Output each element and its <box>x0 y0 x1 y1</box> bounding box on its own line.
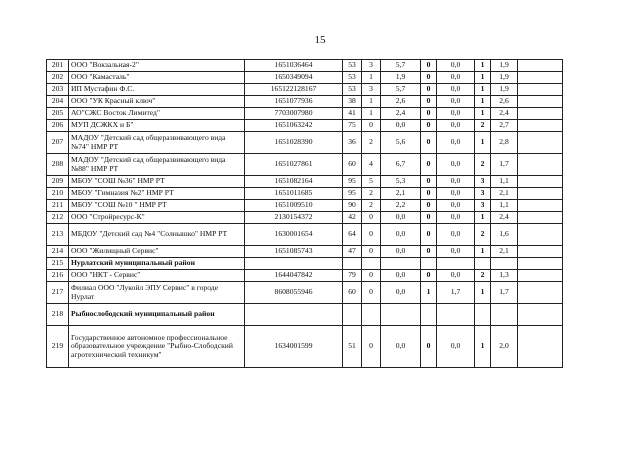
value-cell-f: 1 <box>475 60 491 72</box>
inn-cell: 1651036464 <box>245 60 343 72</box>
value-cell-f: 1 <box>475 96 491 108</box>
value-cell-c: 2,6 <box>381 96 421 108</box>
row-number-cell: 211 <box>47 200 69 212</box>
organization-name-cell: МАДОУ "Детский сад общеразвивающего вида №88" НМР РТ <box>69 154 245 176</box>
empty-cell <box>518 258 563 270</box>
empty-cell <box>475 304 491 326</box>
value-cell-e: 0,0 <box>437 154 475 176</box>
value-cell-e: 0,0 <box>437 224 475 246</box>
row-number-cell: 208 <box>47 154 69 176</box>
empty-cell <box>518 132 563 154</box>
empty-cell <box>421 258 437 270</box>
value-cell-g: 1,6 <box>491 224 518 246</box>
value-cell-e: 0,0 <box>437 60 475 72</box>
value-cell-d: 0 <box>421 176 437 188</box>
value-cell-g: 1,7 <box>491 282 518 304</box>
row-number-cell: 212 <box>47 212 69 224</box>
organization-name-cell: ООО "УК Красный ключ" <box>69 96 245 108</box>
value-cell-e: 0,0 <box>437 96 475 108</box>
value-cell-f: 1 <box>475 84 491 96</box>
table-row <box>47 200 563 212</box>
organization-name-cell: Филиал ООО "Лукойл ЭПУ Сервис" в городе Нурлат <box>69 282 245 304</box>
empty-cell <box>437 258 475 270</box>
empty-cell <box>518 176 563 188</box>
value-cell-e: 0,0 <box>437 132 475 154</box>
empty-cell <box>381 304 421 326</box>
value-cell-f: 3 <box>475 200 491 212</box>
value-cell-c: 0,0 <box>381 120 421 132</box>
inn-cell: 1651011685 <box>245 188 343 200</box>
organization-name-cell: Государственное автономное профессиональное образовательное учреждение "Рыбно-Слободский агротехнический техникум" <box>69 326 245 368</box>
organization-name-cell: Нурлатский муниципальный район <box>69 258 245 270</box>
value-cell-f: 2 <box>475 270 491 282</box>
empty-cell <box>518 188 563 200</box>
table-row <box>47 60 563 72</box>
inn-cell: 7703007980 <box>245 108 343 120</box>
value-cell-a: 36 <box>343 132 362 154</box>
empty-cell <box>491 258 518 270</box>
table-row <box>47 212 563 224</box>
value-cell-c: 0,0 <box>381 224 421 246</box>
value-cell-f: 1 <box>475 132 491 154</box>
value-cell-e: 0,0 <box>437 176 475 188</box>
table-row <box>47 282 563 304</box>
organization-name-cell: АО"СЖС Восток Лимитед" <box>69 108 245 120</box>
value-cell-d: 0 <box>421 246 437 258</box>
value-cell-g: 1,7 <box>491 154 518 176</box>
inn-cell: 1651063242 <box>245 120 343 132</box>
value-cell-a: 42 <box>343 212 362 224</box>
value-cell-e: 0,0 <box>437 120 475 132</box>
value-cell-f: 1 <box>475 108 491 120</box>
organization-name-cell: ООО "Жилищный Сервис" <box>69 246 245 258</box>
value-cell-a: 75 <box>343 120 362 132</box>
value-cell-f: 2 <box>475 224 491 246</box>
value-cell-a: 95 <box>343 176 362 188</box>
section-row <box>47 258 563 270</box>
table-row <box>47 72 563 84</box>
empty-cell <box>245 304 343 326</box>
value-cell-c: 0,0 <box>381 246 421 258</box>
empty-cell <box>491 304 518 326</box>
value-cell-f: 1 <box>475 246 491 258</box>
value-cell-f: 1 <box>475 326 491 368</box>
value-cell-a: 53 <box>343 72 362 84</box>
value-cell-d: 0 <box>421 188 437 200</box>
value-cell-c: 0,0 <box>381 282 421 304</box>
row-number-cell: 213 <box>47 224 69 246</box>
organization-name-cell: МБОУ "СОШ №36" НМР РТ <box>69 176 245 188</box>
value-cell-c: 2,1 <box>381 188 421 200</box>
row-number-cell: 216 <box>47 270 69 282</box>
empty-cell <box>475 258 491 270</box>
value-cell-b: 0 <box>362 270 381 282</box>
table-row <box>47 154 563 176</box>
empty-cell <box>343 304 362 326</box>
value-cell-e: 0,0 <box>437 84 475 96</box>
empty-cell <box>362 258 381 270</box>
value-cell-b: 2 <box>362 132 381 154</box>
table-row <box>47 84 563 96</box>
value-cell-f: 1 <box>475 212 491 224</box>
value-cell-b: 0 <box>362 212 381 224</box>
value-cell-a: 53 <box>343 60 362 72</box>
value-cell-g: 2,1 <box>491 246 518 258</box>
empty-cell <box>518 60 563 72</box>
value-cell-g: 2,1 <box>491 188 518 200</box>
row-number-cell: 201 <box>47 60 69 72</box>
value-cell-c: 5,3 <box>381 176 421 188</box>
row-number-cell: 204 <box>47 96 69 108</box>
value-cell-g: 2,4 <box>491 108 518 120</box>
value-cell-f: 3 <box>475 188 491 200</box>
value-cell-f: 1 <box>475 282 491 304</box>
value-cell-b: 5 <box>362 176 381 188</box>
organization-name-cell: МБДОУ "Детский сад №4 "Солнышко" НМР РТ <box>69 224 245 246</box>
value-cell-e: 0,0 <box>437 212 475 224</box>
value-cell-d: 0 <box>421 154 437 176</box>
inn-cell: 1634001599 <box>245 326 343 368</box>
value-cell-e: 0,0 <box>437 326 475 368</box>
value-cell-c: 0,0 <box>381 326 421 368</box>
value-cell-c: 0,0 <box>381 212 421 224</box>
value-cell-d: 0 <box>421 96 437 108</box>
value-cell-b: 4 <box>362 154 381 176</box>
value-cell-a: 41 <box>343 108 362 120</box>
table-row <box>47 246 563 258</box>
table-row <box>47 326 563 368</box>
empty-cell <box>245 258 343 270</box>
value-cell-b: 2 <box>362 188 381 200</box>
inn-cell: 8608055946 <box>245 282 343 304</box>
value-cell-b: 1 <box>362 96 381 108</box>
value-cell-b: 0 <box>362 224 381 246</box>
empty-cell <box>518 96 563 108</box>
organization-name-cell: ИП Мустафин Ф.С. <box>69 84 245 96</box>
table-row <box>47 270 563 282</box>
row-number-cell: 210 <box>47 188 69 200</box>
empty-cell <box>518 108 563 120</box>
empty-cell <box>518 282 563 304</box>
value-cell-a: 60 <box>343 282 362 304</box>
value-cell-c: 2,2 <box>381 200 421 212</box>
inn-cell: 1651082164 <box>245 176 343 188</box>
inn-cell: 1651085743 <box>245 246 343 258</box>
value-cell-d: 0 <box>421 200 437 212</box>
inn-cell: 1630001654 <box>245 224 343 246</box>
organization-name-cell: МБОУ "СОШ №10 " НМР РТ <box>69 200 245 212</box>
inn-cell: 1644047842 <box>245 270 343 282</box>
value-cell-b: 0 <box>362 326 381 368</box>
value-cell-e: 0,0 <box>437 246 475 258</box>
value-cell-c: 0,0 <box>381 270 421 282</box>
inn-cell: 165122128167 <box>245 84 343 96</box>
inn-cell: 2130154372 <box>245 212 343 224</box>
value-cell-a: 79 <box>343 270 362 282</box>
organization-name-cell: Рыбнослободский муниципальный район <box>69 304 245 326</box>
value-cell-d: 0 <box>421 212 437 224</box>
value-cell-g: 1,3 <box>491 270 518 282</box>
value-cell-g: 2,4 <box>491 212 518 224</box>
row-number-cell: 215 <box>47 258 69 270</box>
value-cell-c: 1,9 <box>381 72 421 84</box>
organization-name-cell: МУП ДСЖКХ и Б" <box>69 120 245 132</box>
row-number-cell: 214 <box>47 246 69 258</box>
value-cell-g: 1,9 <box>491 72 518 84</box>
value-cell-a: 51 <box>343 326 362 368</box>
section-row <box>47 304 563 326</box>
organization-name-cell: ООО "Стройресурс-К" <box>69 212 245 224</box>
value-cell-c: 6,7 <box>381 154 421 176</box>
row-number-cell: 205 <box>47 108 69 120</box>
value-cell-c: 5,7 <box>381 60 421 72</box>
empty-cell <box>518 224 563 246</box>
value-cell-a: 64 <box>343 224 362 246</box>
value-cell-d: 0 <box>421 326 437 368</box>
table-row <box>47 132 563 154</box>
registry-table <box>46 59 563 368</box>
value-cell-e: 0,0 <box>437 72 475 84</box>
row-number-cell: 219 <box>47 326 69 368</box>
value-cell-a: 90 <box>343 200 362 212</box>
value-cell-a: 47 <box>343 246 362 258</box>
value-cell-d: 0 <box>421 224 437 246</box>
organization-name-cell: ООО "Камасталь" <box>69 72 245 84</box>
page-number: 15 <box>314 34 326 46</box>
table-row <box>47 108 563 120</box>
inn-cell: 1650349094 <box>245 72 343 84</box>
value-cell-b: 1 <box>362 72 381 84</box>
value-cell-d: 0 <box>421 72 437 84</box>
row-number-cell: 207 <box>47 132 69 154</box>
value-cell-e: 0,0 <box>437 270 475 282</box>
value-cell-b: 0 <box>362 282 381 304</box>
value-cell-d: 0 <box>421 60 437 72</box>
value-cell-f: 1 <box>475 72 491 84</box>
value-cell-c: 2,4 <box>381 108 421 120</box>
value-cell-d: 0 <box>421 120 437 132</box>
value-cell-g: 1,1 <box>491 200 518 212</box>
value-cell-e: 0,0 <box>437 108 475 120</box>
organization-name-cell: МБОУ "Гимназия №2" НМР РТ <box>69 188 245 200</box>
inn-cell: 1651009510 <box>245 200 343 212</box>
table-row <box>47 120 563 132</box>
row-number-cell: 202 <box>47 72 69 84</box>
table-row <box>47 224 563 246</box>
row-number-cell: 209 <box>47 176 69 188</box>
inn-cell: 1651028390 <box>245 132 343 154</box>
empty-cell <box>518 326 563 368</box>
table-row <box>47 176 563 188</box>
value-cell-g: 2,6 <box>491 96 518 108</box>
value-cell-d: 0 <box>421 84 437 96</box>
empty-cell <box>381 258 421 270</box>
organization-name-cell: МАДОУ "Детский сад общеразвивающего вида №74" НМР РТ <box>69 132 245 154</box>
row-number-cell: 217 <box>47 282 69 304</box>
value-cell-b: 1 <box>362 108 381 120</box>
value-cell-d: 0 <box>421 108 437 120</box>
value-cell-a: 60 <box>343 154 362 176</box>
value-cell-g: 2,8 <box>491 132 518 154</box>
empty-cell <box>518 72 563 84</box>
empty-cell <box>518 212 563 224</box>
value-cell-e: 0,0 <box>437 200 475 212</box>
value-cell-b: 0 <box>362 120 381 132</box>
value-cell-d: 0 <box>421 132 437 154</box>
value-cell-g: 1,9 <box>491 60 518 72</box>
empty-cell <box>518 200 563 212</box>
value-cell-g: 1,9 <box>491 84 518 96</box>
value-cell-a: 95 <box>343 188 362 200</box>
value-cell-d: 0 <box>421 270 437 282</box>
empty-cell <box>518 84 563 96</box>
value-cell-f: 3 <box>475 176 491 188</box>
value-cell-g: 2,0 <box>491 326 518 368</box>
inn-cell: 1651077936 <box>245 96 343 108</box>
inn-cell: 1651027861 <box>245 154 343 176</box>
value-cell-c: 5,7 <box>381 84 421 96</box>
row-number-cell: 206 <box>47 120 69 132</box>
value-cell-b: 3 <box>362 84 381 96</box>
empty-cell <box>518 154 563 176</box>
value-cell-e: 0,0 <box>437 188 475 200</box>
value-cell-b: 3 <box>362 60 381 72</box>
organization-name-cell: ООО "НКТ - Сервис" <box>69 270 245 282</box>
value-cell-a: 53 <box>343 84 362 96</box>
row-number-cell: 218 <box>47 304 69 326</box>
table-row <box>47 96 563 108</box>
empty-cell <box>518 120 563 132</box>
empty-cell <box>437 304 475 326</box>
value-cell-f: 2 <box>475 120 491 132</box>
empty-cell <box>518 270 563 282</box>
value-cell-c: 5,6 <box>381 132 421 154</box>
row-number-cell: 203 <box>47 84 69 96</box>
organization-name-cell: ООО "Вокзальная-2" <box>69 60 245 72</box>
value-cell-a: 38 <box>343 96 362 108</box>
value-cell-d: 1 <box>421 282 437 304</box>
empty-cell <box>421 304 437 326</box>
value-cell-e: 1,7 <box>437 282 475 304</box>
empty-cell <box>343 258 362 270</box>
value-cell-g: 1,1 <box>491 176 518 188</box>
empty-cell <box>518 304 563 326</box>
value-cell-f: 2 <box>475 154 491 176</box>
empty-cell <box>362 304 381 326</box>
empty-cell <box>518 246 563 258</box>
table-row <box>47 188 563 200</box>
value-cell-b: 2 <box>362 200 381 212</box>
value-cell-g: 2,7 <box>491 120 518 132</box>
value-cell-b: 0 <box>362 246 381 258</box>
